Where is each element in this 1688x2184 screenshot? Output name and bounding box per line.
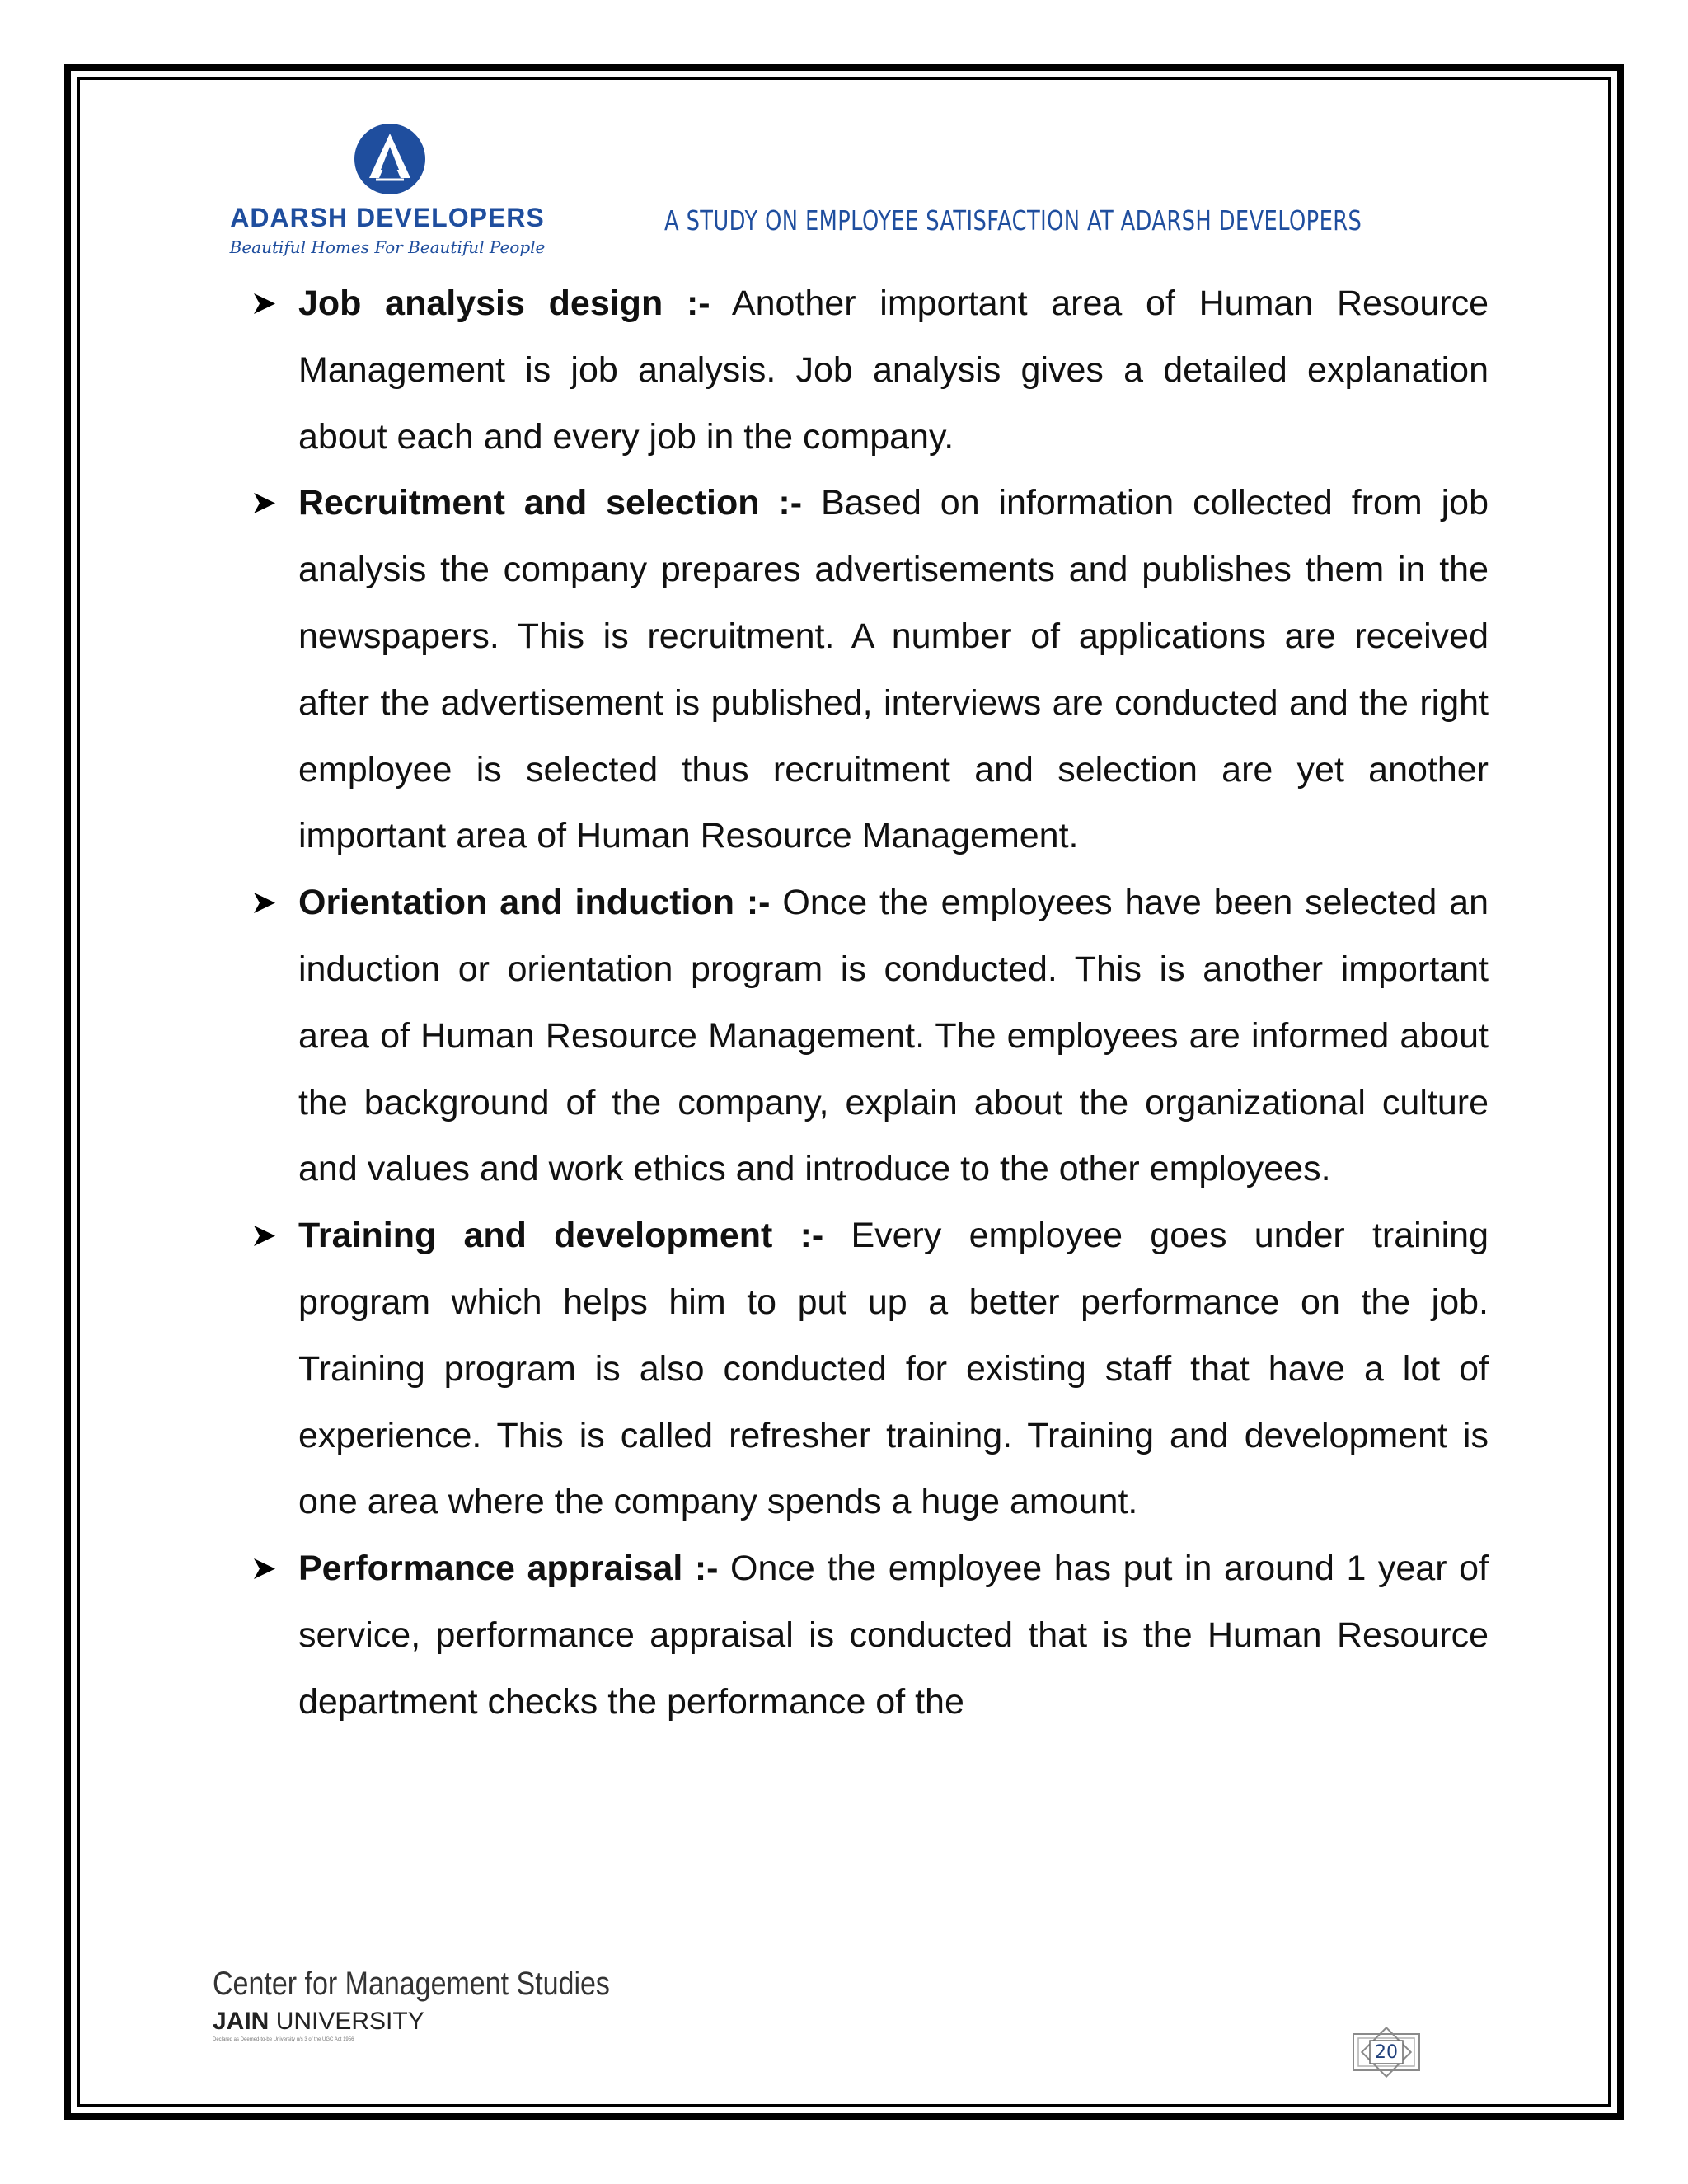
footer-university-bold: JAIN [213, 2008, 270, 2035]
arrow-bullet-icon [249, 1535, 282, 1602]
footer-university [213, 2008, 680, 2036]
page-number-badge [1345, 2011, 1428, 2093]
logo-company-name: ADARSH DEVELOPERS [230, 203, 545, 232]
item-text: Every employee goes under training program which helps him to put up a better performance on the job. Training program is also conducted for existing staff that have a lot of experience. This is called refresher training. Training and development is one area where the company spends a huge amount. [298, 1216, 1489, 1522]
item-text: Once the employee has put in around 1 year of service, performance appraisal is conducted that is the Human Resource department checks the performance of the [298, 1549, 1489, 1722]
page-number: 20 [1375, 2041, 1398, 2063]
arrow-bullet-icon [249, 270, 282, 337]
list-item [249, 1202, 1489, 1535]
item-term: Orientation and induction :- [298, 883, 771, 923]
adarsh-logo-icon [353, 122, 427, 196]
logo-tagline: Beautiful Homes For Beautiful People [229, 237, 546, 257]
item-text: Once the employees have been selected an induction or orientation program is conducted. This is another important area of Human Resource Management. The employees are informed about the background of the company, explain about the organizational culture and values and work ethics and introduce to the other employees. [298, 883, 1489, 1189]
list-item [249, 869, 1489, 1202]
footer-center-name: Center for Management Studies [213, 1966, 610, 2002]
list-item [249, 1535, 1489, 1735]
item-term: Training and development :- [298, 1216, 824, 1256]
item-term: Job analysis design :- [298, 284, 710, 323]
footer-fine-print: Declared as Deemed-to-be University u/s 3 of the UGC Act 1956 [213, 2037, 354, 2042]
item-text: Based on information collected from job analysis the company prepares advertisements and publishes them in the newspapers. This is recruitment. A number of applications are received after the advertisement is published, interviews are conducted and the right employee is selected thus recruitment and selection are yet another important area of Human Resource Management. [298, 483, 1489, 856]
item-term: Recruitment and selection :- [298, 483, 803, 523]
arrow-bullet-icon [249, 470, 282, 537]
footer-university-rest: UNIVERSITY [269, 2008, 424, 2035]
list-item [249, 470, 1489, 869]
report-title: A STUDY ON EMPLOYEE SATISFACTION AT ADARSH DEVELOPERS [664, 204, 1362, 237]
footer-branding [213, 1966, 680, 2042]
item-text: Another important area of Human Resource Management is job analysis. Job analysis gives a detailed explanation about each and every job in the company. [298, 284, 1489, 457]
hrm-areas-list [249, 270, 1489, 1736]
arrow-bullet-icon [249, 1202, 282, 1269]
item-term: Performance appraisal :- [298, 1549, 719, 1589]
adarsh-developers-logo [223, 122, 552, 266]
list-item [249, 270, 1489, 470]
arrow-bullet-icon [249, 869, 282, 936]
